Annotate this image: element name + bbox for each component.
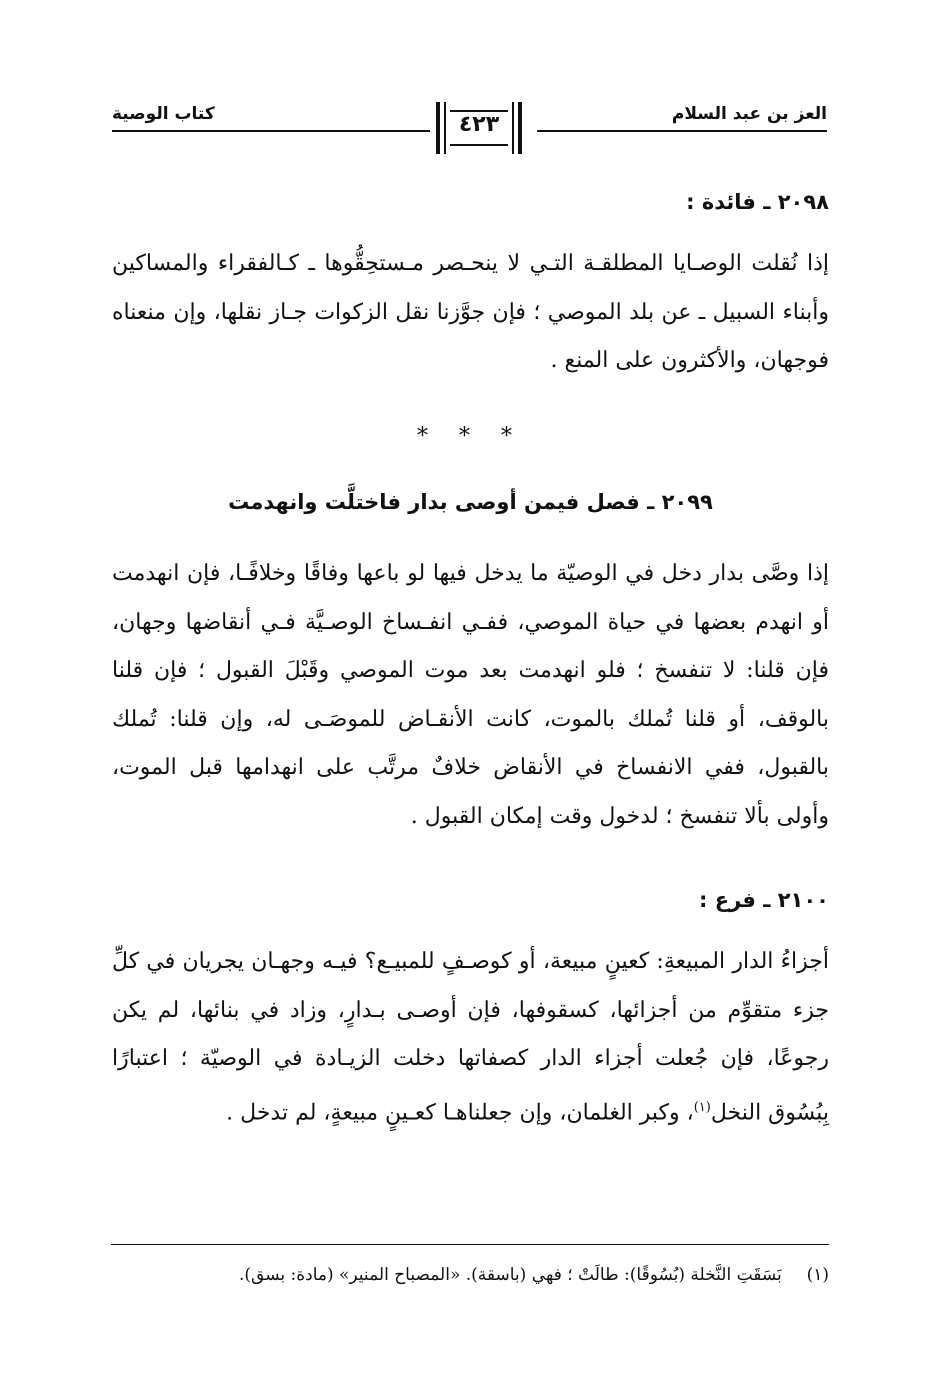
footnote-marker: (١) (806, 1265, 829, 1285)
header-book-title: كتاب الوصية (112, 104, 215, 124)
section-2099-paragraph: إذا وصَّى بدار دخل في الوصيّة ما يدخل فيها لو باعها وفاقًا وخلافًـا، فإن انهدمت أو انهدم بعضها في حياة الموصي، ففـي انفـساخ الوصـيَّة فـي أنقاضها وجهان، فإن قلنا: لا تنفسخ ؛ فلو انهدمت بعد موت الموصي وقَبْلَ القبول ؛ فإن قلنا بالوقف، أو قلنا تُملك بالموت، كانت الأنقـاض للموصَـى له، وإن قلنا: تُملك بالقبول، ففي الانفساخ في الأنقاض خلافٌ مرتَّب على انهدامها قبل الموت، وأولى بألا تنفسخ ؛ لدخول وقت إمكان القبول . (112, 561, 829, 829)
running-header (112, 100, 827, 170)
paragraph-text: أجزاءُ الدار المبيعةِ: كعينٍ مبيعة، أو كوصـفٍ للمبيـع؟ فيـه وجهـان يجريان في كلِّ جزء متقوِّم من أجزائها، كسقوفها، فإن أوصـى بـدارٍ، وزاد في بنائها، لم يكن رجوعًا، فإن جُعلت أجزاء الدار كصفاتها دخلت الزيـادة في الوصيّة ؛ اعتبارًا بِبُسُوق النخل (112, 949, 829, 1125)
footnote-reference[interactable]: (١) (693, 1099, 711, 1115)
section-2098-paragraph: إذا نُقلت الوصـايا المطلقـة التـي لا ينحـصر مـستحِقُّوها ـ كـالفقراء والمساكين وأبناء السبيل ـ عن بلد الموصي ؛ فإن جوَّزنا نقل الزكوات جـاز نقلها، وإن منعناه فوجهان، والأكثرون على المنع . (112, 251, 829, 373)
footnote (111, 1262, 829, 1288)
section-2100-heading: ٢١٠٠ ـ فرع : (699, 888, 829, 912)
section-2100-paragraph (112, 938, 829, 1137)
header-rule-left (112, 130, 430, 132)
header-author: العز بن عبد السلام (671, 104, 827, 124)
section-2098-heading: ٢٠٩٨ ـ فائدة : (686, 190, 829, 214)
section-2099-heading: ٢٠٩٩ ـ فصل فيمن أوصى بدار فاختلَّت وانهدمت (228, 490, 713, 514)
paragraph-text-continued: ، وكبر الغلمان، وإن جعلناهـا كعـينٍ مبيعةٍ، لم تدخل . (226, 1099, 694, 1125)
footnote-text: بَسَقَتِ النَّخلة (بُسُوقًا): طالَتْ ؛ فهي (باسقة). «المصباح المنير» (مادة: بسق). (238, 1265, 782, 1285)
page-number: ٤٢٣ (458, 112, 500, 137)
footnote-rule (111, 1244, 829, 1245)
section-separator: * * * (417, 424, 524, 449)
page-number-frame (436, 102, 522, 154)
header-rule-right (537, 130, 827, 132)
